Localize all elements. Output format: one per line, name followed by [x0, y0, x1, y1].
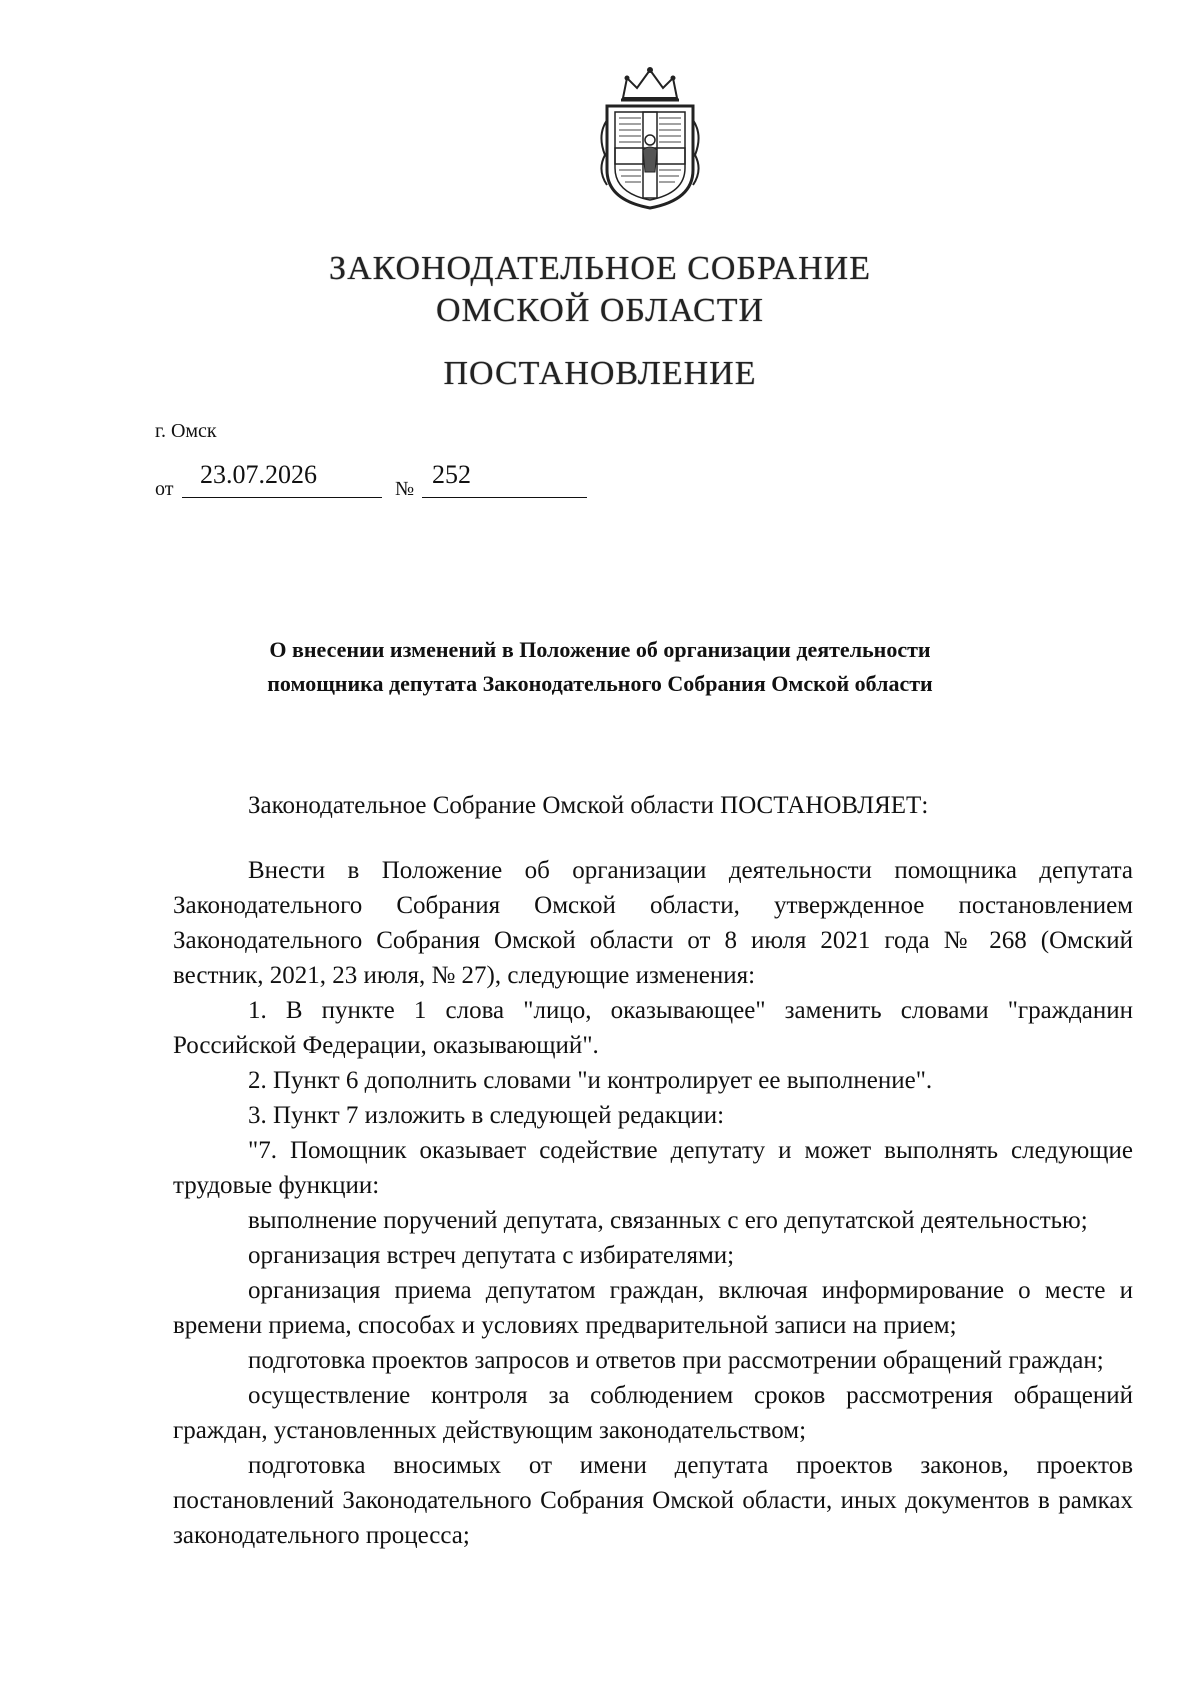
document-number: 252	[432, 460, 471, 489]
body-paragraph: 1. В пункте 1 слова "лицо, оказывающее" заменить словами "гражданин Российской Федерации, оказывающий".	[173, 997, 1133, 1059]
org-title-line1: ЗАКОНОДАТЕЛЬНОЕ СОБРАНИЕ	[329, 250, 871, 287]
body-paragraph: 2. Пункт 6 дополнить словами "и контролирует ее выполнение".	[248, 1067, 933, 1094]
number-underline	[422, 497, 587, 498]
date-underline	[182, 497, 382, 498]
date-label: от	[155, 478, 174, 500]
omsk-region-coat-of-arms-icon	[585, 60, 715, 210]
body-paragraph: "7. Помощник оказывает содействие депутату и может выполнять следующие трудовые функции:	[173, 1137, 1133, 1199]
body-paragraph: осуществление контроля за соблюдением сроков рассмотрения обращений граждан, установленных действующим законодательством;	[173, 1382, 1133, 1444]
number-label: №	[395, 478, 415, 500]
resolves-statement: Законодательное Собрание Омской области ПОСТАНОВЛЯЕТ:	[248, 792, 929, 819]
org-title-line2: ОМСКОЙ ОБЛАСТИ	[435, 292, 765, 329]
subject-line2: помощника депутата Законодательного Собрания Омской области	[267, 671, 933, 696]
body-paragraph: Внести в Положение об организации деятельности помощника депутата Законодательного Собрания Омской области, утвержденное постановлением Законодательного Собрания Омской области от 8 июля 2021 года № 268 (Омский вестник, 2021, 23 июля, № 27), следующие изменения:	[173, 857, 1133, 989]
body-paragraph: организация встреч депутата с избирателями;	[248, 1242, 735, 1269]
body-paragraph: 3. Пункт 7 изложить в следующей редакции:	[248, 1102, 725, 1129]
body-text	[173, 853, 1133, 1553]
body-paragraph: выполнение поручений депутата, связанных с его депутатской деятельностью;	[248, 1207, 1088, 1234]
document-date: 23.07.2026	[200, 460, 317, 489]
document-subject	[0, 633, 1200, 701]
document-type: ПОСТАНОВЛЕНИЕ	[443, 355, 757, 392]
subject-line1: О внесении изменений в Положение об организации деятельности	[269, 637, 931, 662]
city: г. Омск	[155, 420, 217, 442]
body-paragraph: подготовка вносимых от имени депутата проектов законов, проектов постановлений Законодательного Собрания Омской области, иных документов в рамках законодательного процесса;	[173, 1452, 1133, 1549]
body-paragraph: подготовка проектов запросов и ответов при рассмотрении обращений граждан;	[248, 1347, 1104, 1374]
body-paragraph: организация приема депутатом граждан, включая информирование о месте и времени приема, способах и условиях предварительной записи на прием;	[173, 1277, 1133, 1339]
